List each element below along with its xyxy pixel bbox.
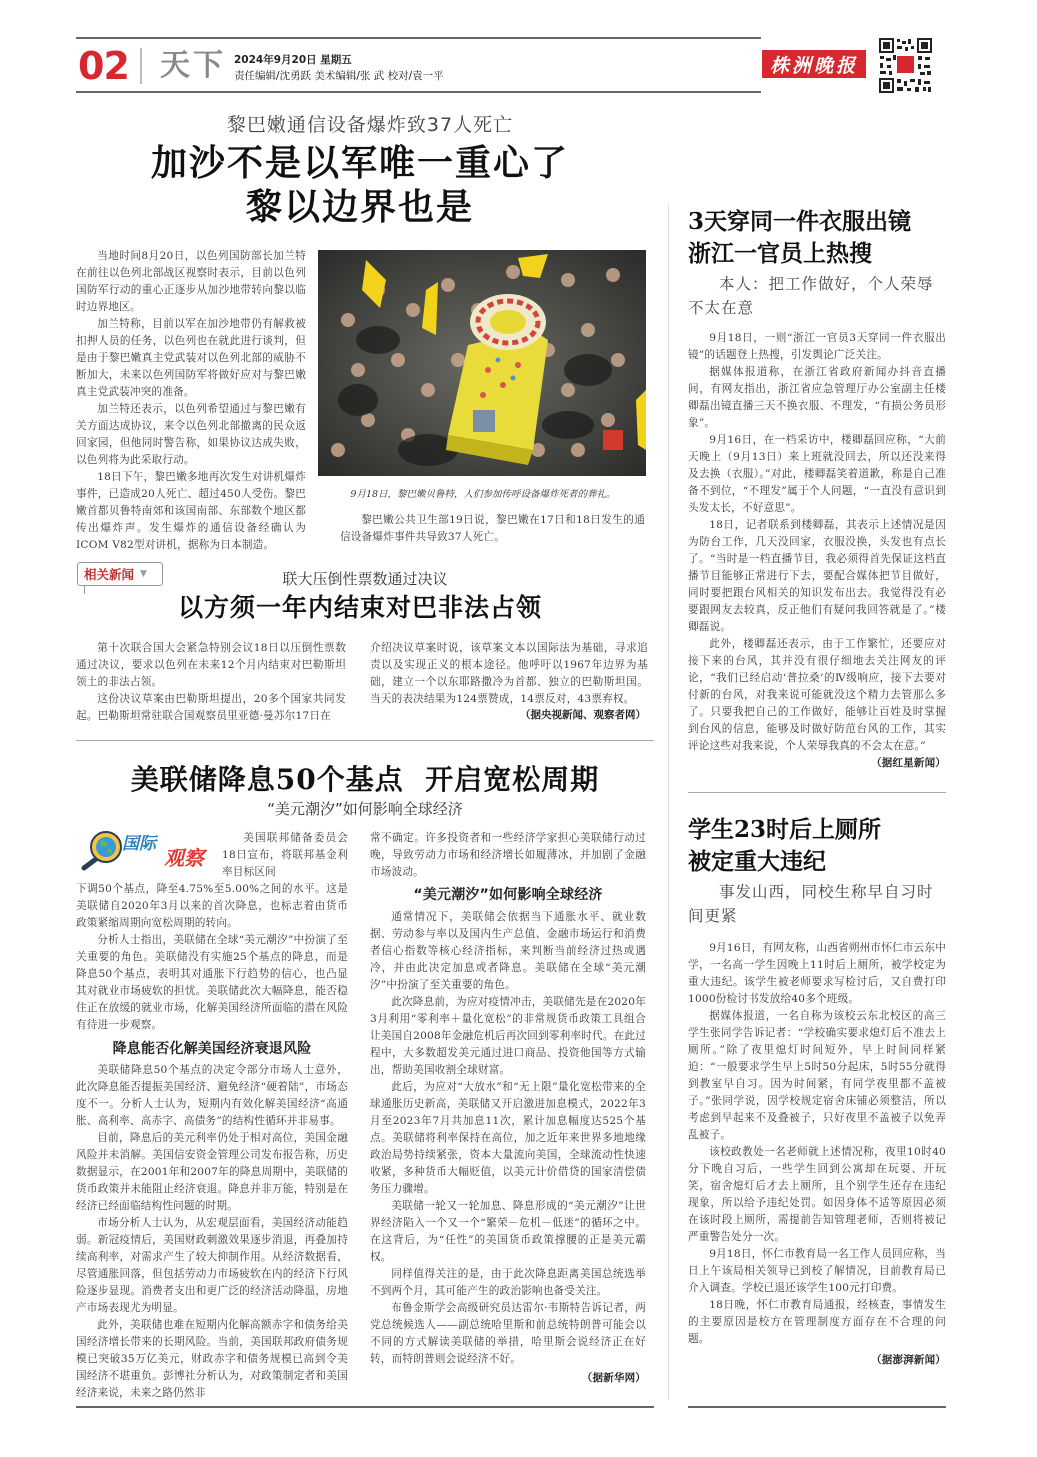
zhejiang-paragraph: 此外，楼卿磊还表示，由于工作繁忙，还要应对接下来的台风，其并没有很仔细地去关注网友的评论，“我们已经启动‘普拉桑’的Ⅳ级响应，接下去要对付新的台风，对我来说可能就没这个精力去管那么多了。只要我把自己的工作做好，能够让百姓及时掌握到台风的信息，能够及时做好防范台风的工作，其实评论这些对我来说，个人荣辱我真的不会太在意。” [688, 638, 946, 752]
zhejiang-body [688, 330, 946, 772]
fed-paragraph: 同样值得关注的是，由于此次降息距离美国总统选举不到两个月，其可能产生的政治影响也备受关注。 [370, 1268, 646, 1297]
fed-intro-wrap [222, 830, 348, 881]
bottom-rule-right [688, 1406, 946, 1408]
lead-paragraph: 加兰特称，目前以军在加沙地带仍有解救被扣押人员的任务，以色列也在就此进行谈判，但是由于黎巴嫩真主党武装对以色列北部的威胁不断加大，未来以色列国防军将做好应对与黎巴嫩真主党武装冲突的准备。 [76, 318, 306, 398]
qr-code-icon[interactable] [878, 37, 933, 94]
zhejiang-headline-line1: 3天穿同一件衣服出镜 [688, 208, 912, 235]
lead-paragraph: 加兰特还表示，以色列希望通过与黎巴嫩有关方面达成协议，来令以色列北部撤离的民众返回家园，但他同时警告称，如果协议达成失败，以色列将为此采取行动。 [76, 403, 306, 466]
fed-source: （据新华网） [581, 1372, 646, 1384]
shanxi-paragraph: 9月18日，怀仁市教育局一名工作人员回应称，当日上午该局相关领导已到校了解情况，目前教育局已介入调查。学校已退还该学生100元打印费。 [688, 1248, 946, 1294]
shanxi-paragraph: 据媒体报道，一名自称为该校云东北校区的高三学生张同学告诉记者：“学校确实要求熄灯后不准去上厕所。”除了夜里熄灯时间短外，早上时间同样紧迫：“一般要求学生早上5时50分起床，5时55分就得到教室早自习。因为时间紧，有同学夜里都不盖被子。”张同学说，因学校规定宿舍床铺必须整洁，所以考虑到早起来不及叠被子，只好夜里不盖被子以免弄乱被子。 [688, 1010, 946, 1141]
bottom-rule-left [76, 1406, 654, 1408]
zhejiang-paragraph: 18日，记者联系到楼卿磊，其表示上述情况是因为防台工作，几天没回家，衣服没换，头发也有点长了。“当时是一档直播节目，我必须得首先保证这档直播节目能够正常进行下去，要配合媒体把节目做好，同时要把跟台风相关的知识发布出去。我觉得没有必要跟网友去较真，反正他们有疑问我回答就是了。”楼卿磊说。 [688, 519, 946, 633]
related-news-badge-label: 相关新闻 [84, 567, 135, 582]
logo-part2: 观察 [164, 846, 204, 870]
fed-paragraph: 下调50个基点，降至4.75%至5.00%之间的水平。这是美联储自2020年3月以来的首次降息，也标志着由货币政策紧缩周期向宽松周期的转向。 [76, 883, 348, 929]
fed-subhead: “美元潮汐”如何影响全球经济 [267, 800, 463, 818]
shanxi-paragraph: 9月16日，有网友称，山西省朔州市怀仁市云东中学，一名高一学生因晚上11时后上厕所，被学校定为重大违纪。该学生被老师要求写检讨后，又自费打印1000份检讨书发放给40多个班级。 [688, 942, 946, 1005]
staff-line: 责任编辑/沈勇跃 美术编辑/张 武 校对/袁一平 [234, 70, 444, 82]
section-name: 天下 [160, 48, 226, 83]
masthead-divider [140, 48, 142, 84]
lead-paragraph: 当地时间8月20日，以色列国防部长加兰特在前往以色列北部战区视察时表示，目前以色列国防军行动的重心正逐步从加沙地带转向黎以临时边界地区。 [76, 250, 306, 313]
fed-section2-title: “美元潮汐”如何影响全球经济 [413, 887, 603, 903]
logo-part1: 国际 [122, 834, 156, 854]
photo-caption: 9月18日，黎巴嫩贝鲁特，人们参加传呼设备爆炸死者的葬礼。 [350, 489, 616, 500]
international-observation-logo [78, 828, 218, 872]
fed-section1-title: 降息能否化解美国经济衰退风险 [112, 1041, 312, 1057]
shanxi-paragraph: 18日晚，怀仁市教育局通报，经核查，事情发生的主要原因是校方在管理制度方面存在不合理的问题。 [688, 1299, 946, 1345]
related-col1 [76, 640, 346, 725]
fed-paragraph: 此次降息前，为应对疫情冲击，美联储先是在2020年3月利用“零利率＋量化宽松”的非常规货币政策工具组合让美国自2008年金融危机后再次回到零利率时代。在此过程中，大多数超发美元通过进口商品、投资他国等方式输出，帮助美国收割全球财富。 [370, 996, 647, 1076]
shanxi-body [688, 940, 946, 1369]
related-paragraph: 这份决议草案由巴勒斯坦提出，20多个国家共同发起。巴勒斯坦常驻联合国观察员里亚德·曼苏尔17日在 [76, 693, 346, 722]
shanxi-subhead: 事发山西，同校生称早自习时间更紧 [688, 883, 934, 925]
fed-paragraph: 美联储降息50个基点的决定令部分市场人士意外，此次降息能否提振美国经济、避免经济“硬着陆”，市场态度不一。分析人士认为，短期内有效化解美国经济“高通胀、高利率、高赤字、高债务”的结构性循环并非易事。 [76, 1064, 348, 1127]
masthead-bottom-rule [76, 91, 761, 93]
fed-paragraph: 常不确定。许多投资者和一些经济学家担心美联储行动过晚，导致劳动力市场和经济增长如履薄冰，并加剧了金融市场波动。 [370, 832, 646, 878]
related-badge-tail [84, 586, 94, 594]
lead-paragraph: 黎巴嫩公共卫生部19日说，黎巴嫩在17日和18日发生的通信设备爆炸事件共导致37人死亡。 [340, 514, 645, 543]
lead-kicker: 黎巴嫩通信设备爆炸致37人死亡 [226, 114, 514, 136]
related-kicker: 联大压倒性票数通过决议 [282, 570, 448, 588]
fed-paragraph: 此后，为应对“大放水”和“无上限”量化宽松带来的全球通胀历史新高，美联储又开启激进加息模式，2022年3月至2023年7月共加息11次，累计加息幅度达525个基点。美联储将利率保持在高位，加之近年来世界多地地缘政治局势持续紧张，资本大量流向美国，全球流动性快速收紧，多种货币大幅贬值，以美元计价借贷的国家清偿债务压力骤增。 [370, 1081, 646, 1195]
zhejiang-paragraph: 据媒体报道称，在浙江省政府新闻办抖音直播间，有网友指出，浙江省应急管理厅办公室副主任楼卿磊出镜直播三天不换衣服、不理发，“有损公务员形象”。 [688, 366, 946, 429]
fed-paragraph: 美国联邦储备委员会18日宣布，将联邦基金利率目标区间 [222, 832, 348, 878]
page-number: 02 [78, 44, 129, 88]
fed-headline: 美联储降息50个基点 开启宽松周期 [130, 763, 600, 796]
funeral-photo [318, 250, 646, 476]
related-paragraph: 第十次联合国大会紧急特别会议18日以压倒性票数通过决议，要求以色列在未来12个月内结束对巴勒斯坦领土的非法占领。 [76, 642, 346, 688]
shanxi-source: （据澎湃新闻） [871, 1354, 946, 1366]
zhejiang-paragraph: 9月16日，在一档采访中，楼卿磊回应称，“大前天晚上（9月13日）来上班就没回去，所以还没来得及去换（衣服）。”对此，楼卿磊笑着道歉，称是自己准备不到位，“不理发”属于个人问题，“一直没有意识到头发太长，不好意思”。 [688, 434, 946, 514]
masthead-top-rule [76, 37, 761, 39]
shanxi-paragraph: 该校政教处一名老师就上述情况称，夜里10时40分下晚自习后，一些学生回到公寓却在玩耍、开玩笑，宿舍熄灯后才去上厕所，且个别学生还存在违纪现象，所以给予违纪处罚。如因身体不适等原因必须在该时段上厕所，需提前告知管理老师，否则将被记严重警告处分一次。 [688, 1146, 946, 1243]
fed-paragraph: 市场分析人士认为，从宏观层面看，美国经济动能趋弱。新冠疫情后，美国财政刺激效果逐步消退，再叠加持续高利率，对需求产生了较大抑制作用。从经济数据看，尽管通胀回落，但包括劳动力市场疲软在内的经济下行风险逐步显现。消费者支出和更广泛的经济活动降温，房地产市场表现尤为明显。 [76, 1217, 348, 1314]
right-rule [688, 792, 946, 793]
fed-paragraph: 分析人士指出，美联储在全球“美元潮汐”中扮演了至关重要的角色。美联储没有实施25个基点的降息，而是降息50个基点，表明其对通胀下行趋势的信心，也凸显其对就业市场疲软的担忧。美联储此次大幅降息，能否稳住正在放缓的就业市场，化解美国经济所面临的潜在风险有待进一步观察。 [76, 934, 348, 1031]
shanxi-headline-line1: 学生23时后上厕所 [688, 816, 882, 843]
zhejiang-source: （据红星新闻） [871, 757, 946, 769]
logo-text: 株洲晚报 [769, 54, 858, 77]
date-line: 2024年9月20日 星期五 [234, 54, 352, 66]
fed-col2 [370, 830, 646, 1387]
fed-paragraph: 美联储一轮又一轮加息、降息形成的“美元潮汐”让世界经济陷入一个又一个“繁荣－危机－低迷”的循环之中。在这背后，为“任性”的美国货币政策撑腰的正是美元霸权。 [370, 1200, 646, 1263]
lead-after-photo [340, 512, 645, 546]
newspaper-logo [762, 50, 866, 78]
related-col2 [370, 640, 648, 708]
section-rule [76, 740, 654, 741]
lead-body [76, 248, 306, 554]
lead-headline-line2: 黎以边界也是 [245, 186, 474, 228]
zhejiang-subhead: 本人：把工作做好，个人荣辱不太在意 [688, 275, 934, 317]
fed-col1 [76, 881, 348, 1402]
column-divider [668, 205, 669, 1400]
fed-paragraph: 通常情况下，美联储会依据当下通胀水平、就业数据、劳动参与率以及国内生产总值、金融市场运行和消费者信心指数等核心经济指标，来判断当前经济过热或遇冷，并由此决定加息或者降息。美联储在全球“美元潮汐”中扮演了至关重要的角色。 [370, 911, 646, 991]
fed-paragraph: 布鲁金斯学会高级研究员达雷尔·韦斯特告诉记者，两党总统候选人——副总统哈里斯和前总统特朗普可能会以不同的方式解读美联储的举措，哈里斯会说经济正在好转，而特朗普则会说经济不好。 [370, 1302, 646, 1365]
related-news-badge[interactable] [77, 562, 163, 586]
lead-paragraph: 18日下午，黎巴嫩多地再次发生对讲机爆炸事件，已造成20人死亡、超过450人受伤。黎巴嫩首都贝鲁特南郊和该国南部、东部数个地区都传出爆炸声。发生爆炸的通信设备经确认为ICOM V82型对讲机，据称为日本制造。 [76, 471, 306, 551]
lead-headline-line1: 加沙不是以军唯一重心了 [150, 142, 569, 184]
related-headline: 以方须一年内结束对巴非法占领 [177, 593, 542, 622]
fed-paragraph: 此外，美联储也难在短期内化解高额赤字和债务给美国经济增长带来的长期风险。当前，美国联邦政府债务规模已突破35万亿美元，财政赤字和债务规模已高到令美国经济不堪重负。彭博社分析认为，对政策制定者和美国经济来说，未来之路仍然非 [76, 1319, 348, 1399]
related-paragraph: 介绍决议草案时说，该草案文本以国际法为基础，寻求追责以及实现正义的根本途径。他呼吁以1967年边界为基础，建立一个以东耶路撒冷为首都、独立的巴勒斯坦国。当天的表决结果为124票赞成，14票反对，43票弃权。 [370, 642, 648, 705]
related-source: （据央视新闻、观察者网） [520, 709, 646, 721]
chevron-down-icon: ▼ [140, 569, 147, 579]
zhejiang-headline-line2: 浙江一官员上热搜 [688, 240, 872, 267]
fed-paragraph: 目前，降息后的美元利率仍处于相对高位，美国金融风险并未消解。美国信安资金管理公司发布报告称，历史数据显示，在2001年和2007年的降息周期中，美联储的货币政策并未能阻止经济衰退。降息并非万能，特别是在经济已经面临结构性问题的时期。 [76, 1132, 348, 1212]
shanxi-headline-line2: 被定重大违纪 [688, 848, 826, 875]
zhejiang-paragraph: 9月18日，一则“浙江一官员3天穿同一件衣服出镜”的话题登上热搜，引发舆论广泛关注。 [688, 332, 946, 361]
